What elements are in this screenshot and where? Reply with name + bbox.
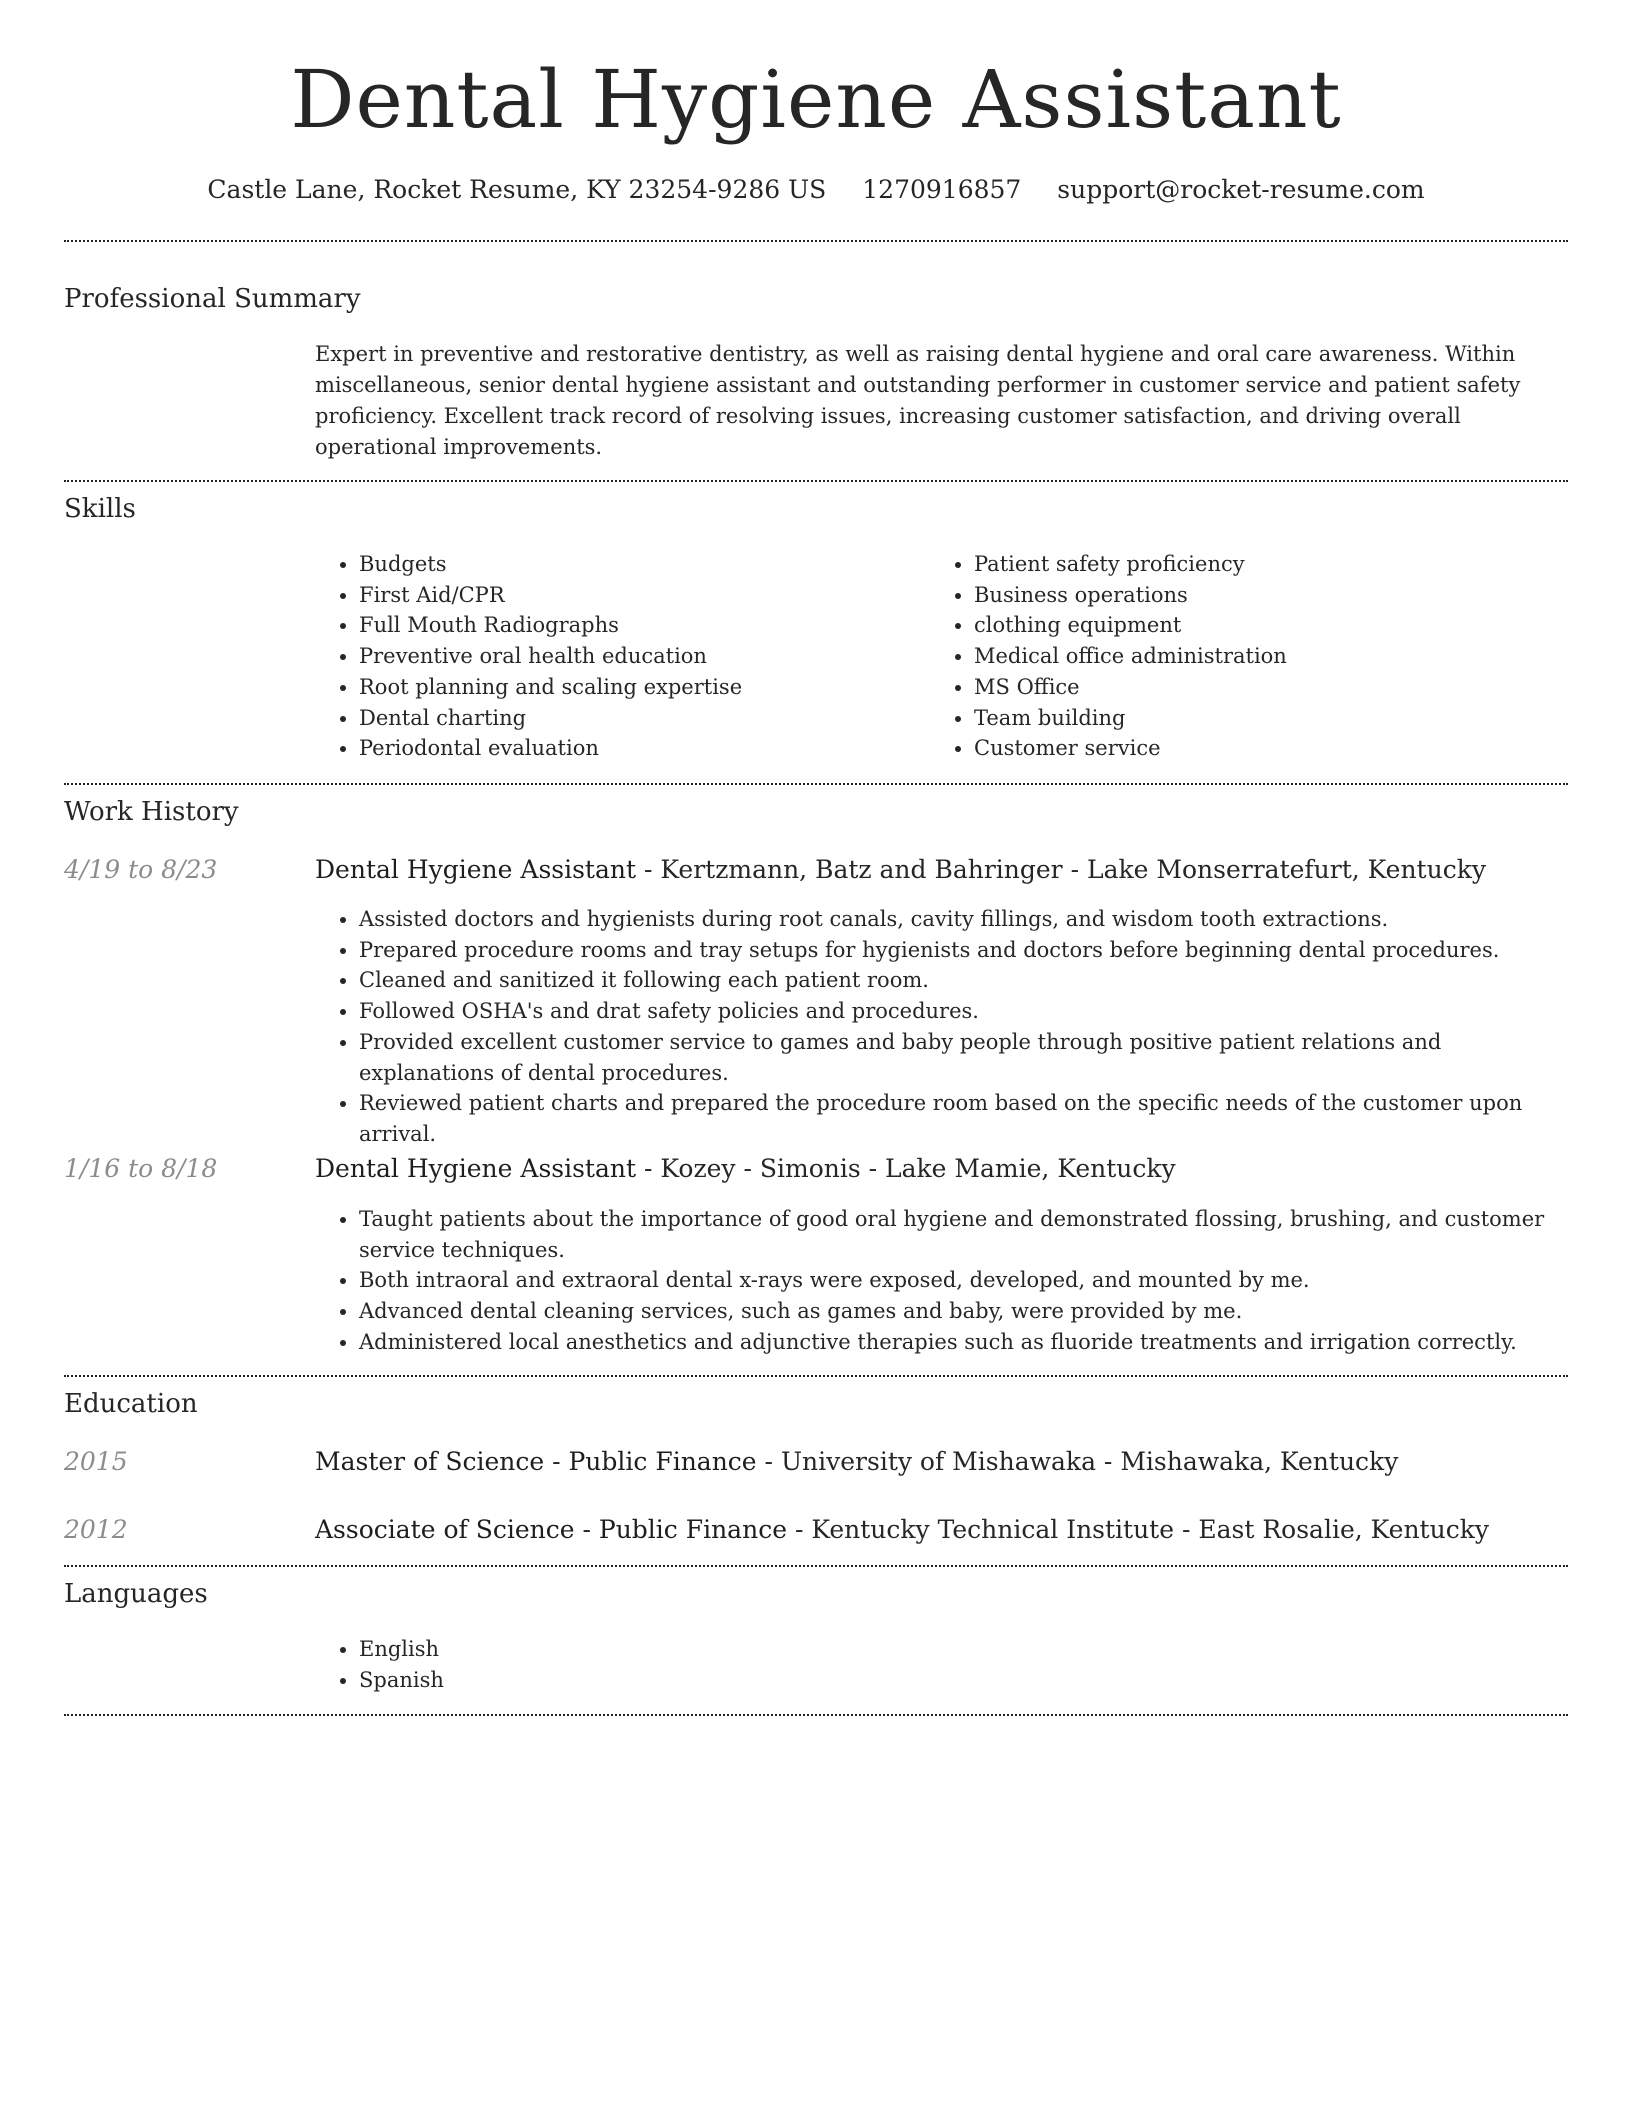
skill-item: • clothing equipment [974, 610, 1568, 641]
job-dates: 4/19 to 8/23 [64, 855, 218, 884]
job-bullet-list [315, 1204, 1568, 1358]
skills-column-right [930, 549, 1568, 764]
job-bullet: • Reviewed patient charts and prepared the procedure room based on the specific needs of the customer upon arrival. [359, 1088, 1568, 1149]
candidate-name: Dental Hygiene Assistant [290, 53, 1342, 146]
field-of-study: Public Finance [598, 1515, 787, 1544]
skills-heading: Skills [64, 494, 136, 524]
separator: - [1095, 1447, 1121, 1476]
school: Kentucky Technical Institute [811, 1515, 1175, 1544]
section-divider [64, 480, 1568, 482]
degree: Associate of Science [315, 1515, 575, 1544]
skill-item: • Patient safety proficiency [974, 549, 1568, 580]
section-divider [64, 783, 1568, 785]
skill-item: • Budgets [359, 549, 925, 580]
field-of-study: Public Finance [568, 1447, 757, 1476]
contact-line [64, 168, 1568, 212]
contact-email: support@rocket-resume.com [1057, 175, 1425, 204]
skill-item: • Customer service [974, 733, 1568, 764]
job-role: Dental Hygiene Assistant [315, 1154, 637, 1183]
separator: - [860, 1154, 886, 1183]
job-bullet: • Provided excellent customer service to games and baby people through positive patient relations and explanations of dental procedures. [359, 1027, 1568, 1088]
job-bullet: • Prepared procedure rooms and tray setups for hygienists and doctors before beginning dental procedures. [359, 935, 1568, 966]
separator: - [574, 1515, 599, 1544]
language-item: • Spanish [359, 1665, 1568, 1696]
separator: - [544, 1447, 569, 1476]
separator: - [636, 855, 661, 884]
education-heading: Education [64, 1389, 198, 1419]
degree: Master of Science [315, 1447, 545, 1476]
job-location: Lake Mamie, Kentucky [885, 1154, 1176, 1183]
job-bullet: • Assisted doctors and hygienists during root canals, cavity fillings, and wisdom tooth extractions. [359, 904, 1568, 935]
separator: - [787, 1515, 812, 1544]
job-bullet: • Cleaned and sanitized it following each patient room. [359, 965, 1568, 996]
job-location: Lake Monserratefurt, Kentucky [1086, 855, 1486, 884]
education-line [315, 1513, 1568, 1547]
education-year: 2012 [64, 1515, 128, 1544]
skills-list-right [930, 549, 1568, 764]
school-location: Mishawaka, Kentucky [1120, 1447, 1399, 1476]
contact-address: Castle Lane, Rocket Resume, KY 23254-9286 US [207, 175, 827, 204]
separator: - [1062, 855, 1087, 884]
job-employer: Kozey - Simonis [660, 1154, 861, 1183]
languages-list [315, 1634, 1568, 1695]
section-divider [64, 240, 1568, 242]
skill-item: • Medical office administration [974, 641, 1568, 672]
job-bullet: • Taught patients about the importance of good oral hygiene and demonstrated flossing, brushing, and customer service techniques. [359, 1204, 1568, 1265]
job-bullets [315, 904, 1568, 1150]
skill-item: • Periodontal evaluation [359, 733, 925, 764]
languages-heading: Languages [64, 1579, 208, 1609]
job-bullet: • Both intraoral and extraoral dental x-rays were exposed, developed, and mounted by me. [359, 1265, 1568, 1296]
skill-item: • Team building [974, 703, 1568, 734]
work-heading: Work History [64, 797, 239, 827]
language-item: • English [359, 1634, 1568, 1665]
section-divider [64, 1714, 1568, 1716]
job-role: Dental Hygiene Assistant [315, 855, 637, 884]
job-bullet-list [315, 904, 1568, 1150]
contact-phone: 1270916857 [862, 175, 1022, 204]
skill-item: • MS Office [974, 672, 1568, 703]
separator: - [1174, 1515, 1199, 1544]
languages-column [315, 1634, 1568, 1695]
skill-item: • Business operations [974, 580, 1568, 611]
school: University of Mishawaka [780, 1447, 1096, 1476]
job-title-line [315, 1152, 1568, 1186]
separator: - [636, 1154, 661, 1183]
job-bullet: • Followed OSHA's and drat safety policies and procedures. [359, 996, 1568, 1027]
section-divider [64, 1375, 1568, 1377]
job-bullet: • Administered local anesthetics and adjunctive therapies such as fluoride treatments and irrigation correctly. [359, 1327, 1568, 1358]
job-title-line [315, 853, 1568, 887]
job-bullet: • Advanced dental cleaning services, such as games and baby, were provided by me. [359, 1296, 1568, 1327]
school-location: East Rosalie, Kentucky [1198, 1515, 1489, 1544]
job-employer: Kertzmann, Batz and Bahringer [660, 855, 1063, 884]
section-divider [64, 1565, 1568, 1567]
skill-item: • First Aid/CPR [359, 580, 925, 611]
separator: - [756, 1447, 781, 1476]
skills-list-left [315, 549, 925, 764]
skill-item: • Dental charting [359, 703, 925, 734]
skill-item: • Preventive oral health education [359, 641, 925, 672]
summary-heading: Professional Summary [64, 284, 361, 314]
job-bullets [315, 1204, 1568, 1358]
skill-item: • Full Mouth Radiographs [359, 610, 925, 641]
job-dates: 1/16 to 8/18 [64, 1154, 218, 1183]
education-year: 2015 [64, 1447, 128, 1476]
skills-column-left [315, 549, 925, 764]
education-line [315, 1445, 1568, 1479]
summary-text: Expert in preventive and restorative dentistry, as well as raising dental hygiene and oral care awareness. Within miscellaneous, senior dental hygiene assistant and outstanding performer in customer service and patient safety proficiency. Excellent track record of resolving issues, increasing customer satisfaction, and driving overall operational improvements. [315, 342, 1521, 459]
skill-item: • Root planning and scaling expertise [359, 672, 925, 703]
